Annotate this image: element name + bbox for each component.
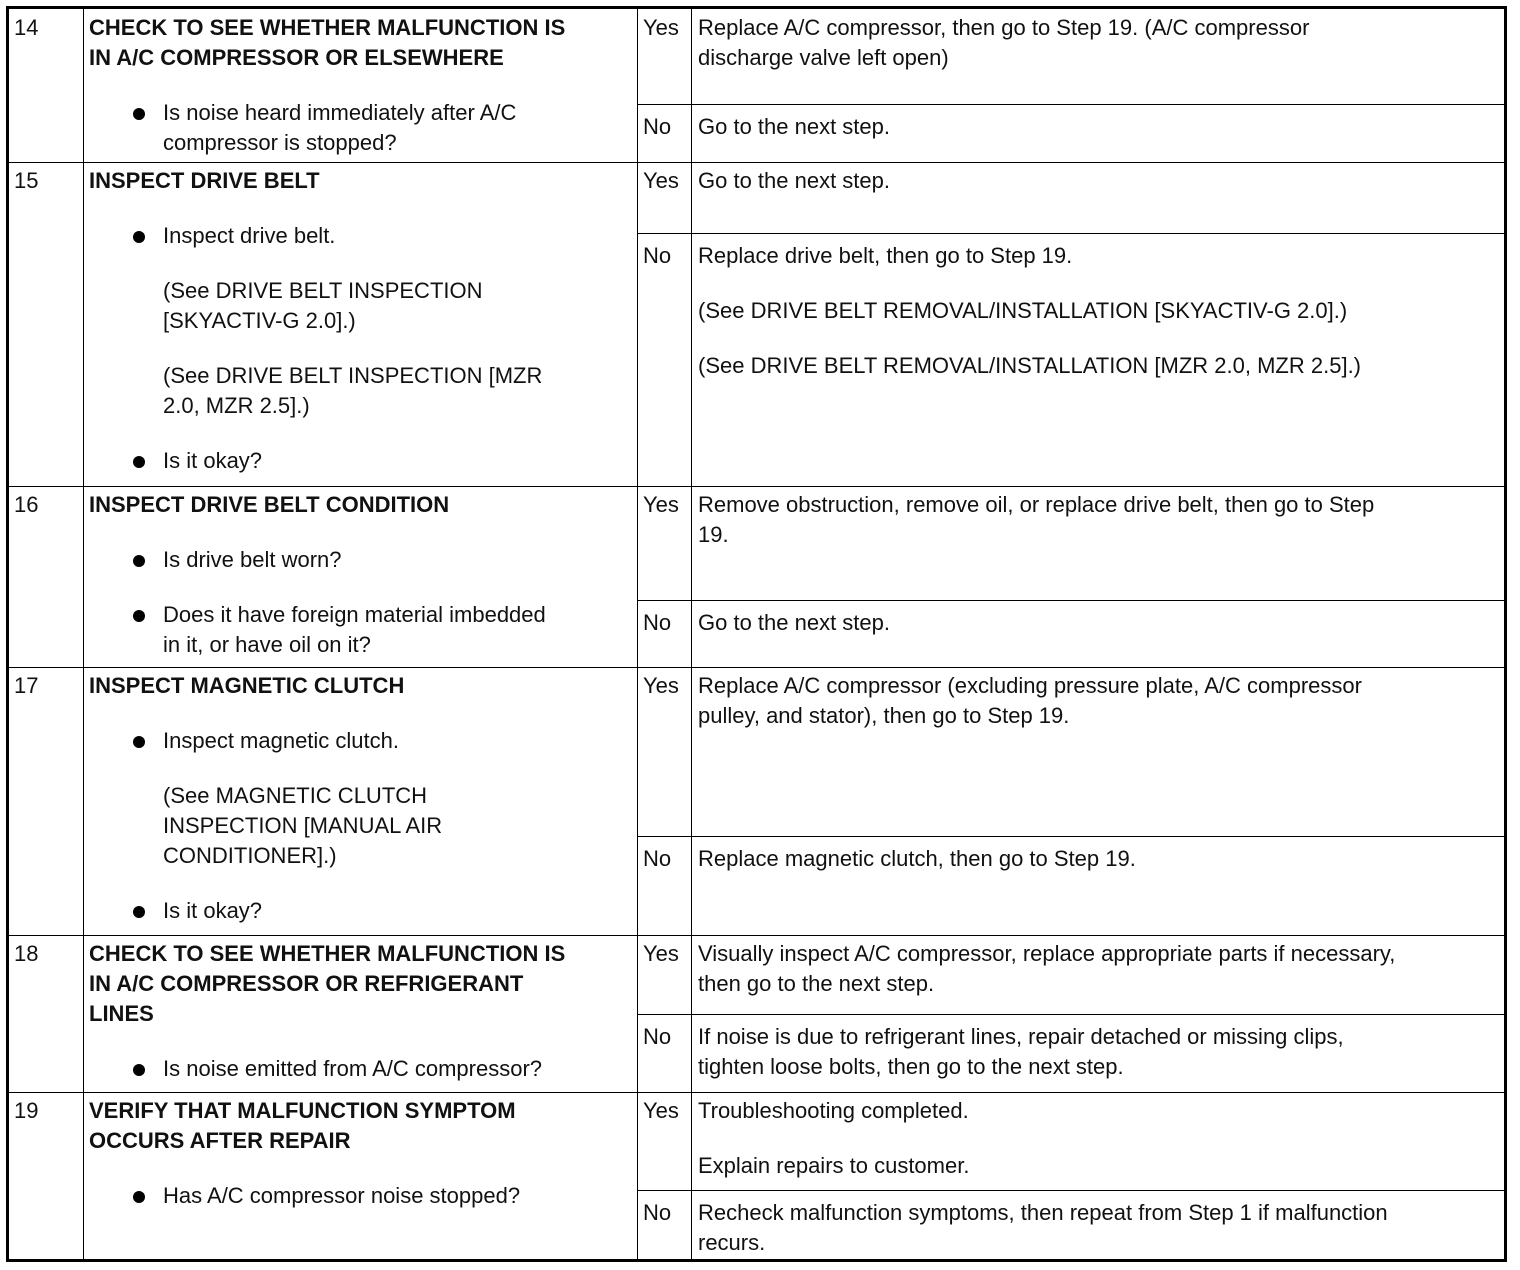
- step-title: VERIFY THAT MALFUNCTION SYMPTOM: [89, 1098, 516, 1123]
- step-title: OCCURS AFTER REPAIR: [89, 1128, 351, 1153]
- no-action-text: tighten loose bolts, then go to the next step.: [698, 1054, 1124, 1079]
- bullet-icon: [133, 456, 145, 468]
- bullet-text: Is it okay?: [163, 898, 263, 923]
- bullet-text: Is it okay?: [163, 448, 263, 473]
- bullet-icon: [133, 736, 145, 748]
- row-divider: [9, 162, 1504, 163]
- yes-action-text: Go to the next step.: [698, 168, 891, 193]
- bullet-text: Inspect drive belt.: [163, 223, 336, 248]
- bullet-icon: [133, 610, 145, 622]
- row-divider: [9, 935, 1504, 936]
- step-title: INSPECT DRIVE BELT: [89, 168, 320, 193]
- no-action-text: (See DRIVE BELT REMOVAL/INSTALLATION [MZR 2.0, MZR 2.5].): [698, 353, 1362, 378]
- step-title: LINES: [89, 1001, 154, 1026]
- no-action-text: Go to the next step.: [698, 610, 891, 635]
- bullet-icon: [133, 555, 145, 567]
- yes-no-divider: [637, 233, 1504, 234]
- step-number: 19: [14, 1098, 39, 1123]
- yes-action-text: pulley, and stator), then go to Step 19.: [698, 703, 1070, 728]
- no-action-text: Go to the next step.: [698, 114, 891, 139]
- bullet-text: Inspect magnetic clutch.: [163, 728, 400, 753]
- bullet-icon: [133, 231, 145, 243]
- bullet-text: Does it have foreign material imbedded: [163, 602, 546, 627]
- step-number: 18: [14, 941, 39, 966]
- reference-text: (See DRIVE BELT INSPECTION: [163, 278, 483, 303]
- no-label: No: [643, 1200, 672, 1225]
- yes-label: Yes: [643, 15, 679, 40]
- no-action-text: Replace magnetic clutch, then go to Step 19.: [698, 846, 1136, 871]
- bullet-icon: [133, 906, 145, 918]
- yes-action-text: Replace A/C compressor, then go to Step 19. (A/C compressor: [698, 15, 1310, 40]
- reference-text: CONDITIONER].): [163, 843, 337, 868]
- step-title: IN A/C COMPRESSOR OR REFRIGERANT: [89, 971, 524, 996]
- yes-label: Yes: [643, 168, 679, 193]
- step-number: 14: [14, 15, 39, 40]
- bullet-icon: [133, 108, 145, 120]
- row-divider: [9, 1092, 1504, 1093]
- bullet-text: Is noise emitted from A/C compressor?: [163, 1056, 543, 1081]
- no-action-text: recurs.: [698, 1230, 766, 1255]
- yes-action-text: Troubleshooting completed.: [698, 1098, 969, 1123]
- yes-action-text: Replace A/C compressor (excluding pressure plate, A/C compressor: [698, 673, 1362, 698]
- bullet-text: Has A/C compressor noise stopped?: [163, 1183, 521, 1208]
- bullet-icon: [133, 1064, 145, 1076]
- step-title: CHECK TO SEE WHETHER MALFUNCTION IS: [89, 941, 566, 966]
- bullet-text: in it, or have oil on it?: [163, 632, 371, 657]
- step-number: 15: [14, 168, 39, 193]
- column-divider: [83, 9, 84, 1259]
- row-divider: [9, 667, 1504, 668]
- yes-label: Yes: [643, 673, 679, 698]
- yes-no-divider: [637, 1014, 1504, 1015]
- step-title: INSPECT MAGNETIC CLUTCH: [89, 673, 405, 698]
- step-number: 17: [14, 673, 39, 698]
- troubleshooting-table: [6, 6, 1507, 1262]
- bullet-text: Is noise heard immediately after A/C: [163, 100, 517, 125]
- no-label: No: [643, 610, 672, 635]
- no-label: No: [643, 114, 672, 139]
- yes-action-text: Explain repairs to customer.: [698, 1153, 970, 1178]
- step-title: INSPECT DRIVE BELT CONDITION: [89, 492, 450, 517]
- yes-label: Yes: [643, 1098, 679, 1123]
- step-title: IN A/C COMPRESSOR OR ELSEWHERE: [89, 45, 504, 70]
- no-label: No: [643, 846, 672, 871]
- reference-text: 2.0, MZR 2.5].): [163, 393, 310, 418]
- yes-no-divider: [637, 1190, 1504, 1191]
- no-action-text: If noise is due to refrigerant lines, repair detached or missing clips,: [698, 1024, 1344, 1049]
- column-divider: [637, 9, 638, 1259]
- yes-no-divider: [637, 836, 1504, 837]
- column-divider: [691, 9, 692, 1259]
- reference-text: (See DRIVE BELT INSPECTION [MZR: [163, 363, 543, 388]
- yes-action-text: then go to the next step.: [698, 971, 935, 996]
- yes-no-divider: [637, 600, 1504, 601]
- no-label: No: [643, 243, 672, 268]
- step-title: CHECK TO SEE WHETHER MALFUNCTION IS: [89, 15, 566, 40]
- bullet-text: compressor is stopped?: [163, 130, 397, 155]
- no-action-text: Recheck malfunction symptoms, then repeat from Step 1 if malfunction: [698, 1200, 1388, 1225]
- row-divider: [9, 486, 1504, 487]
- no-action-text: Replace drive belt, then go to Step 19.: [698, 243, 1073, 268]
- yes-action-text: discharge valve left open): [698, 45, 949, 70]
- yes-label: Yes: [643, 492, 679, 517]
- reference-text: [SKYACTIV-G 2.0].): [163, 308, 356, 333]
- yes-label: Yes: [643, 941, 679, 966]
- yes-action-text: Visually inspect A/C compressor, replace appropriate parts if necessary,: [698, 941, 1396, 966]
- no-label: No: [643, 1024, 672, 1049]
- reference-text: INSPECTION [MANUAL AIR: [163, 813, 443, 838]
- no-action-text: (See DRIVE BELT REMOVAL/INSTALLATION [SKYACTIV-G 2.0].): [698, 298, 1348, 323]
- yes-action-text: 19.: [698, 522, 729, 547]
- yes-no-divider: [637, 104, 1504, 105]
- yes-action-text: Remove obstruction, remove oil, or replace drive belt, then go to Step: [698, 492, 1375, 517]
- bullet-text: Is drive belt worn?: [163, 547, 342, 572]
- bullet-icon: [133, 1191, 145, 1203]
- step-number: 16: [14, 492, 39, 517]
- reference-text: (See MAGNETIC CLUTCH: [163, 783, 428, 808]
